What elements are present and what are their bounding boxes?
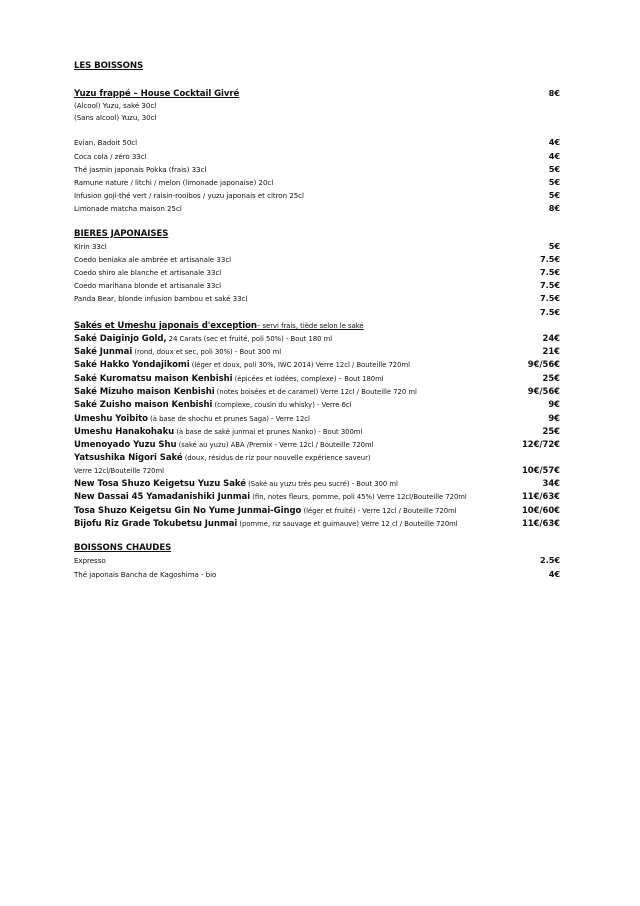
item-name: Kirin 33cl <box>74 241 107 251</box>
item-name: Coedo shiro ale blanche et artisanale 33cl <box>74 268 222 278</box>
sake-text <box>74 505 457 517</box>
list-item <box>74 189 560 202</box>
sake-price: 11€/63€ <box>521 518 560 528</box>
sake-item <box>74 425 560 438</box>
sake-item <box>74 490 560 503</box>
cocktail-header <box>74 88 560 100</box>
item-price: 7.5€ <box>539 280 560 291</box>
sake-name: New Dassai 45 Yamadanishiki Junmai <box>74 492 251 503</box>
sake-price: 9€/56€ <box>527 359 560 370</box>
sake-text <box>74 518 458 530</box>
hot-title: BOISSONS CHAUDES <box>74 543 172 554</box>
sake-name: Saké Daiginjo Gold, <box>74 333 167 344</box>
item-name: Coca cola / zéro 33cl <box>74 151 147 161</box>
item-price: 5€ <box>548 190 560 201</box>
list-item <box>74 240 560 253</box>
sake-item <box>74 372 560 385</box>
list-item <box>74 163 560 176</box>
list-item <box>74 136 560 149</box>
sake-desc: (rond, doux et sec, poli 30%) - Bout 300 ml <box>132 348 282 357</box>
cocktail-line: (Alcool) Yuzu, saké 30cl <box>74 101 157 110</box>
list-item <box>74 279 560 292</box>
item-name: Panda Bear, blonde infusion bambou et saké 33cl <box>74 294 248 304</box>
list-item <box>74 176 560 189</box>
sakes-title: Sakés et Umeshu japonais d'exception <box>74 320 257 331</box>
item-price: 7.5€ <box>539 293 560 304</box>
sake-name: Yatsushika Nigori Saké <box>74 452 183 463</box>
sake-name: Saké Kuromatsu maison Kenbishi <box>74 373 233 384</box>
item-price: 4€ <box>548 568 560 579</box>
sake-text <box>74 399 352 411</box>
sake-desc: (à base de shochu et prunes Saga) - Verre 12cl <box>147 414 310 423</box>
sake-item <box>74 452 560 464</box>
sake-name: Tosa Shuzo Keigetsu Gin No Yume Junmai-Gingo <box>74 505 302 516</box>
sake-item <box>74 332 560 345</box>
sake-item <box>74 517 560 530</box>
list-item <box>74 306 560 318</box>
sake-item <box>74 398 560 411</box>
cocktail-title: Yuzu frappé – House Cocktail Givré <box>74 89 240 99</box>
sake-text <box>74 491 467 503</box>
sake-name: Umenoyado Yuzu Shu <box>74 440 177 451</box>
sake-price: 10€/60€ <box>521 504 560 515</box>
cocktail-price: 8€ <box>548 88 560 98</box>
sake-desc: (saké au yuzu) ABA /Premix - Verre 12cl / Bouteille 720ml <box>176 441 374 450</box>
sake-name: Umeshu Yoibito <box>74 413 148 424</box>
sake-text <box>74 333 332 345</box>
item-price: 2.5€ <box>539 555 560 566</box>
sake-name: Saké Mizuho maison Kenbishi <box>74 387 215 398</box>
sake-text <box>74 478 398 490</box>
item-name: Coedo marihana blonde et artisanale 33cl <box>74 281 222 291</box>
item-name: Limonade matcha maison 25cl <box>74 204 182 214</box>
list-item <box>74 266 560 279</box>
sake-price: 9€/56€ <box>527 386 560 397</box>
sake-price: 9€ <box>548 399 560 410</box>
sake-text <box>74 413 310 425</box>
item-name: Evian, Badoit 50cl <box>74 138 138 148</box>
sake-item <box>74 358 560 371</box>
sake-item-continued <box>74 464 560 477</box>
softs-list <box>74 136 560 215</box>
sake-price: 11€/63€ <box>521 491 560 502</box>
sake-desc: (léger et doux, poli 30%, IWC 2014) Verre 12cl / Bouteille 720ml <box>189 361 410 370</box>
beers-list <box>74 240 560 318</box>
sake-text <box>74 346 281 358</box>
sake-text <box>74 373 384 385</box>
sake-price: 12€/72€ <box>521 439 560 450</box>
sake-name: Saké Hakko Yondajikomi <box>74 360 190 371</box>
sake-name: Saké Junmai <box>74 347 133 358</box>
item-price: 7.5€ <box>539 253 560 264</box>
item-price: 5€ <box>548 177 560 188</box>
sakes-list <box>74 332 560 530</box>
sake-item <box>74 477 560 490</box>
list-item <box>74 202 560 215</box>
sake-desc: (à base de saké junmai et prunes Nanko) - Bout 300ml <box>174 427 363 436</box>
item-name: Thé jasmin japonais Pokka (frais) 33cl <box>74 164 207 174</box>
item-price: 5€ <box>548 240 560 251</box>
sake-name: Umeshu Hanakohaku <box>74 426 175 437</box>
sake-price: 24€ <box>542 332 560 343</box>
item-name: Expresso <box>74 556 106 566</box>
sake-desc: (fin, notes fleurs, pomme, poli 45%) Verre 12cl/Bouteille 720ml <box>250 493 467 502</box>
sakes-header <box>74 320 560 332</box>
item-price: 7.5€ <box>539 306 560 317</box>
item-name: Coedo beniaka ale ambrée et artisanale 33cl <box>74 254 232 264</box>
beers-title: BIERES JAPONAISES <box>74 228 169 239</box>
sake-text <box>74 439 374 451</box>
list-item <box>74 568 560 581</box>
sake-item <box>74 345 560 358</box>
list-item <box>74 554 560 567</box>
sake-desc: (complexe, cousin du whisky) - Verre 6cl <box>212 401 352 410</box>
sakes-title-note: – servi frais, tiède selon le saké <box>256 321 364 330</box>
item-price: 7.5€ <box>539 267 560 278</box>
sake-desc: (épicées et iodées, complexe) – Bout 180ml <box>232 374 384 383</box>
sake-desc: 24 Carats (sec et fruité, poli 50%) - Bout 180 ml <box>166 334 333 343</box>
item-price: 5€ <box>548 163 560 174</box>
list-item <box>74 292 560 305</box>
sake-name: Bijofu Riz Grade Tokubetsu Junmai <box>74 519 238 529</box>
sake-desc: (doux, résidus de riz pour nouvelle expérience saveur) <box>182 453 371 462</box>
sake-text <box>74 426 362 438</box>
item-price: 4€ <box>548 137 560 148</box>
item-price: 8€ <box>548 203 560 214</box>
item-name: Thé japonais Bancha de Kagoshima - bio <box>74 569 217 579</box>
sake-item <box>74 412 560 425</box>
item-name: Ramune nature / litchi / melon (limonade japonaise) 20cl <box>74 178 274 188</box>
item-name: Infusion goji-thé vert / raisin-rooibos / yuzu japonais et citron 25cl <box>74 191 304 201</box>
sake-text <box>74 452 371 464</box>
sake-text <box>74 386 417 398</box>
sake-desc: (pomme, riz sauvage et guimauve) Verre 12 cl / Bouteille 720ml <box>237 520 458 528</box>
list-item <box>74 150 560 163</box>
sake-price: 21€ <box>542 346 560 357</box>
sake-item <box>74 504 560 517</box>
sake-price: 25€ <box>542 425 560 436</box>
main-title: LES BOISSONS <box>74 61 144 71</box>
sake-item <box>74 385 560 398</box>
sake-name: Saké Zuisho maison Kenbishi <box>74 400 213 411</box>
sake-price: 25€ <box>542 372 560 383</box>
sake-desc: Verre 12cl/Bouteille 720ml <box>74 466 164 475</box>
sake-price: 9€ <box>548 412 560 423</box>
sake-price: 10€/57€ <box>521 464 560 475</box>
sake-name: New Tosa Shuzo Keigetsu Yuzu Saké <box>74 479 246 490</box>
sake-item <box>74 438 560 451</box>
item-price: 4€ <box>548 150 560 161</box>
sake-price: 34€ <box>542 478 560 489</box>
sake-desc: (notes boisées et de caramel) Verre 12cl / Bouteille 720 ml <box>214 388 417 397</box>
hot-list <box>74 554 560 580</box>
cocktail-line: (Sans alcool) Yuzu, 30cl <box>74 113 157 123</box>
sake-desc: (léger et fruité) - Verre 12cl / Bouteille 720ml <box>301 506 457 515</box>
sake-desc: (Saké au yuzu très peu sucré) - Bout 300 ml <box>245 480 398 489</box>
sake-text <box>74 359 410 371</box>
list-item <box>74 253 560 266</box>
menu-page <box>74 60 560 581</box>
